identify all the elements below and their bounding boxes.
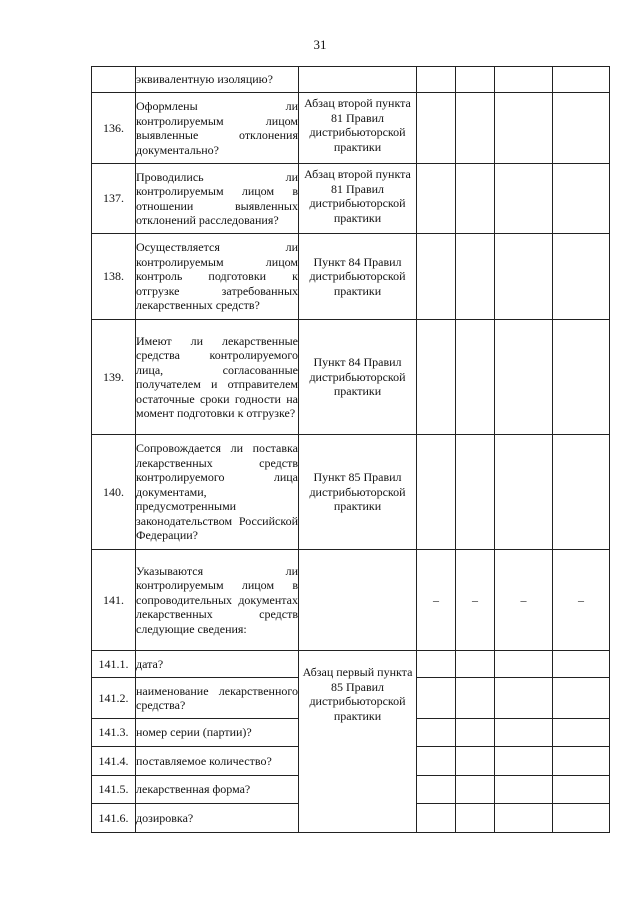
not-applicable-cell <box>495 435 553 550</box>
row-number: 141.6. <box>92 804 136 833</box>
answer-yes-cell <box>417 804 456 833</box>
answer-yes-cell <box>417 550 456 651</box>
note-cell <box>553 67 610 93</box>
not-applicable-cell <box>495 234 553 320</box>
answer-no-cell <box>456 719 495 747</box>
reference-text: Абзац второй пункта 81 Правил дистрибьюторской практики <box>299 93 417 164</box>
table-row <box>92 320 610 435</box>
answer-yes-cell <box>417 93 456 164</box>
reference-text: Пункт 84 Правил дистрибьюторской практики <box>299 234 417 320</box>
table-row <box>92 67 610 93</box>
not-applicable-cell <box>495 651 553 678</box>
row-number: 136. <box>92 93 136 164</box>
question-text: дата? <box>136 651 299 678</box>
row-number <box>92 67 136 93</box>
table-row <box>92 93 610 164</box>
not-applicable-cell <box>495 776 553 804</box>
answer-yes-cell <box>417 67 456 93</box>
not-applicable-cell <box>495 550 553 651</box>
dash-mark: – <box>472 592 478 607</box>
note-cell <box>553 747 610 776</box>
not-applicable-cell <box>495 164 553 234</box>
answer-yes-cell <box>417 719 456 747</box>
answer-yes-cell <box>417 747 456 776</box>
answer-no-cell <box>456 234 495 320</box>
note-cell <box>553 776 610 804</box>
reference-text: Абзац второй пункта 81 Правил дистрибьюторской практики <box>299 164 417 234</box>
not-applicable-cell <box>495 320 553 435</box>
row-number: 137. <box>92 164 136 234</box>
row-number: 141.1. <box>92 651 136 678</box>
note-cell <box>553 435 610 550</box>
answer-yes-cell <box>417 164 456 234</box>
reference-text: Пункт 84 Правил дистрибьюторской практики <box>299 320 417 435</box>
table-row <box>92 435 610 550</box>
answer-no-cell <box>456 550 495 651</box>
note-cell <box>553 804 610 833</box>
not-applicable-cell <box>495 67 553 93</box>
answer-no-cell <box>456 164 495 234</box>
note-cell <box>553 320 610 435</box>
note-cell <box>553 234 610 320</box>
answer-no-cell <box>456 67 495 93</box>
question-text: Имеют ли лекарственные средства контролируемого лица, согласованные получателем и отправителем остаточные сроки годности на момент подготовки к отгрузке? <box>136 320 299 435</box>
reference-text <box>299 550 417 651</box>
reference-text: Пункт 85 Правил дистрибьюторской практики <box>299 435 417 550</box>
not-applicable-cell <box>495 719 553 747</box>
answer-yes-cell <box>417 651 456 678</box>
row-number: 140. <box>92 435 136 550</box>
answer-no-cell <box>456 93 495 164</box>
question-text: Осуществляется ли контролируемым лицом контроль подготовки к отгрузке затребованных лекарственных средств? <box>136 234 299 320</box>
question-text: поставляемое количество? <box>136 747 299 776</box>
dash-mark: – <box>520 592 527 607</box>
reference-text <box>299 67 417 93</box>
row-number: 141.5. <box>92 776 136 804</box>
not-applicable-cell <box>495 93 553 164</box>
answer-no-cell <box>456 747 495 776</box>
question-text: Проводились ли контролируемым лицом в отношении выявленных отклонений расследования? <box>136 164 299 234</box>
row-number: 138. <box>92 234 136 320</box>
question-text: эквивалентную изоляцию? <box>136 67 299 93</box>
answer-no-cell <box>456 651 495 678</box>
answer-no-cell <box>456 320 495 435</box>
note-cell <box>553 678 610 719</box>
answer-no-cell <box>456 678 495 719</box>
not-applicable-cell <box>495 804 553 833</box>
question-text: Указываются ли контролируемым лицом в сопроводительных документах лекарственных средств следующие сведения: <box>136 550 299 651</box>
answer-yes-cell <box>417 435 456 550</box>
row-number: 141. <box>92 550 136 651</box>
table-row <box>92 550 610 651</box>
row-number: 141.3. <box>92 719 136 747</box>
dash-mark: – <box>433 592 439 607</box>
question-text: Оформлены ли контролируемым лицом выявленные отклонения документально? <box>136 93 299 164</box>
note-cell <box>553 164 610 234</box>
note-cell <box>553 550 610 651</box>
question-text: номер серии (партии)? <box>136 719 299 747</box>
answer-yes-cell <box>417 320 456 435</box>
table-row <box>92 164 610 234</box>
table-row <box>92 651 610 678</box>
checklist-table <box>91 66 610 833</box>
merged-reference-text: Абзац первый пункта 85 Правил дистрибьюторской практики <box>299 651 417 833</box>
answer-no-cell <box>456 435 495 550</box>
answer-yes-cell <box>417 678 456 719</box>
not-applicable-cell <box>495 678 553 719</box>
row-number: 139. <box>92 320 136 435</box>
table-row <box>92 234 610 320</box>
note-cell <box>553 651 610 678</box>
question-text: дозировка? <box>136 804 299 833</box>
note-cell <box>553 719 610 747</box>
question-text: наименование лекарственного средства? <box>136 678 299 719</box>
note-cell <box>553 93 610 164</box>
row-number: 141.4. <box>92 747 136 776</box>
not-applicable-cell <box>495 747 553 776</box>
answer-yes-cell <box>417 234 456 320</box>
answer-no-cell <box>456 776 495 804</box>
answer-yes-cell <box>417 776 456 804</box>
page-number: 31 <box>313 37 327 52</box>
dash-mark: – <box>578 592 584 607</box>
question-text: Сопровождается ли поставка лекарственных средств контролируемого лица документами, предусмотренными законодательством Российской Федерации? <box>136 435 299 550</box>
question-text: лекарственная форма? <box>136 776 299 804</box>
row-number: 141.2. <box>92 678 136 719</box>
answer-no-cell <box>456 804 495 833</box>
